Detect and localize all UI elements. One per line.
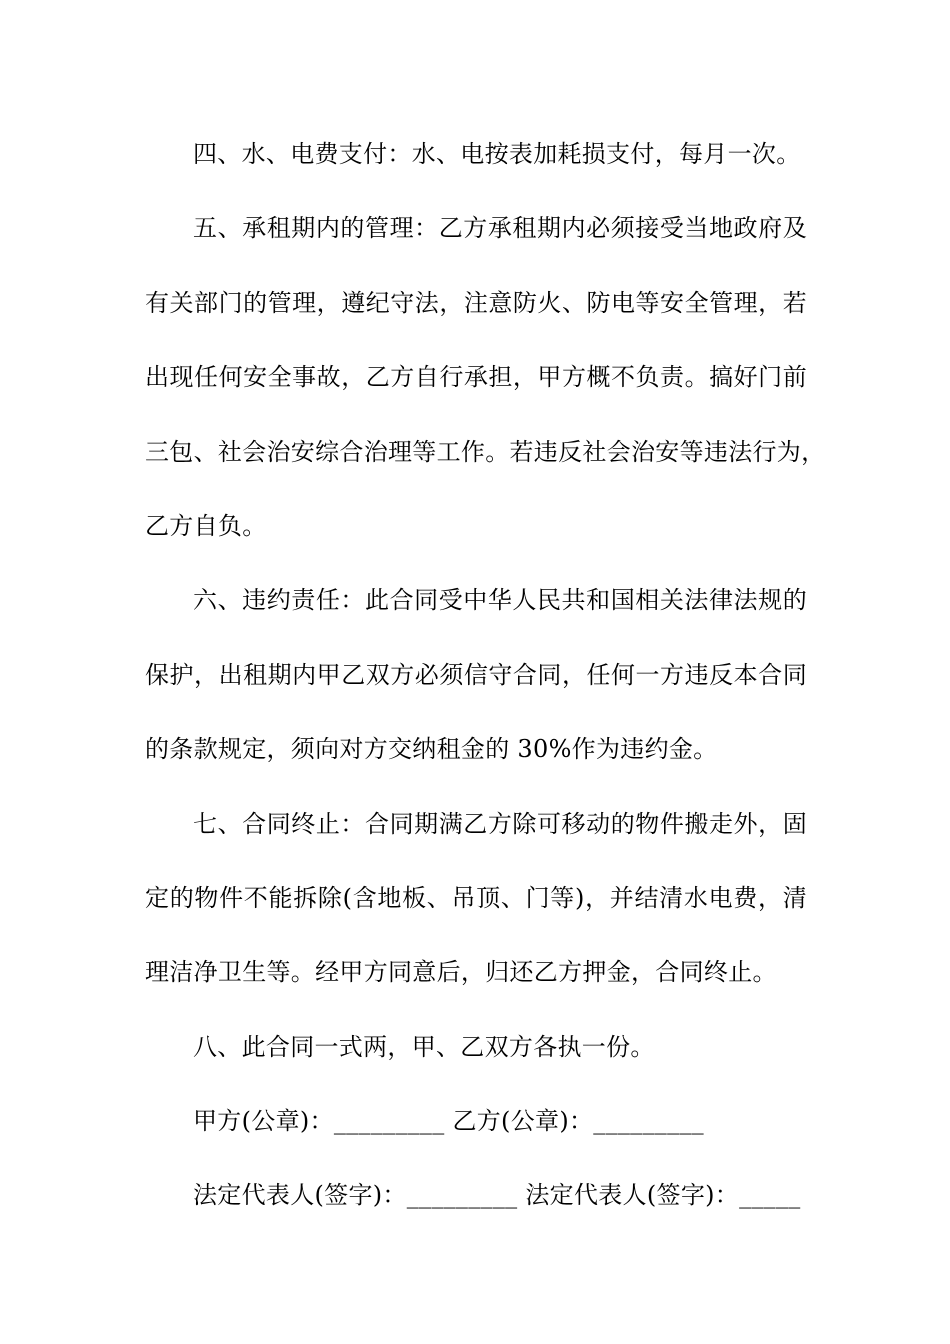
signature-representative-line: 法定代表人(签字)：_________ 法定代表人(签字)：_____ xyxy=(193,1181,801,1210)
clause-5-management-line-2: 有关部门的管理，遵纪守法，注意防火、防电等安全管理，若 xyxy=(145,288,807,317)
clause-5-management-line-1: 五、承租期内的管理：乙方承租期内必须接受当地政府及 xyxy=(193,214,807,243)
clause-4-water-electricity: 四、水、电费支付：水、电按表加耗损支付，每月一次。 xyxy=(193,140,801,168)
contract-body xyxy=(145,130,826,1246)
clause-7-termination-line-2: 定的物件不能拆除(含地板、吊顶、门等)，并结清水电费，清 xyxy=(145,883,807,912)
clause-6-liability-line-3: 的条款规定，须向对方交纳租金的 30%作为违约金。 xyxy=(145,735,718,764)
clause-8-copies: 八、此合同一式两，甲、乙双方各执一份。 xyxy=(193,1032,655,1061)
clause-5-management-line-3: 出现任何安全事故，乙方自行承担，甲方概不负责。搞好门前 xyxy=(145,363,807,392)
clause-6-liability-line-1: 六、违约责任：此合同受中华人民共和国相关法律法规的 xyxy=(193,586,807,615)
clause-5-management-line-5: 乙方自负。 xyxy=(145,511,267,540)
signature-seal-line: 甲方(公章)：_________ 乙方(公章)：_________ xyxy=(193,1107,704,1136)
clause-5-management-line-4: 三包、社会治安综合治理等工作。若违反社会治安等违法行为， xyxy=(145,437,826,466)
clause-7-termination-line-3: 理洁净卫生等。经甲方同意后，归还乙方押金，合同终止。 xyxy=(145,958,777,987)
clause-6-liability-line-2: 保护，出租期内甲乙双方必须信守合同，任何一方违反本合同 xyxy=(145,660,807,689)
clause-7-termination-line-1: 七、合同终止：合同期满乙方除可移动的物件搬走外，固 xyxy=(193,809,807,838)
